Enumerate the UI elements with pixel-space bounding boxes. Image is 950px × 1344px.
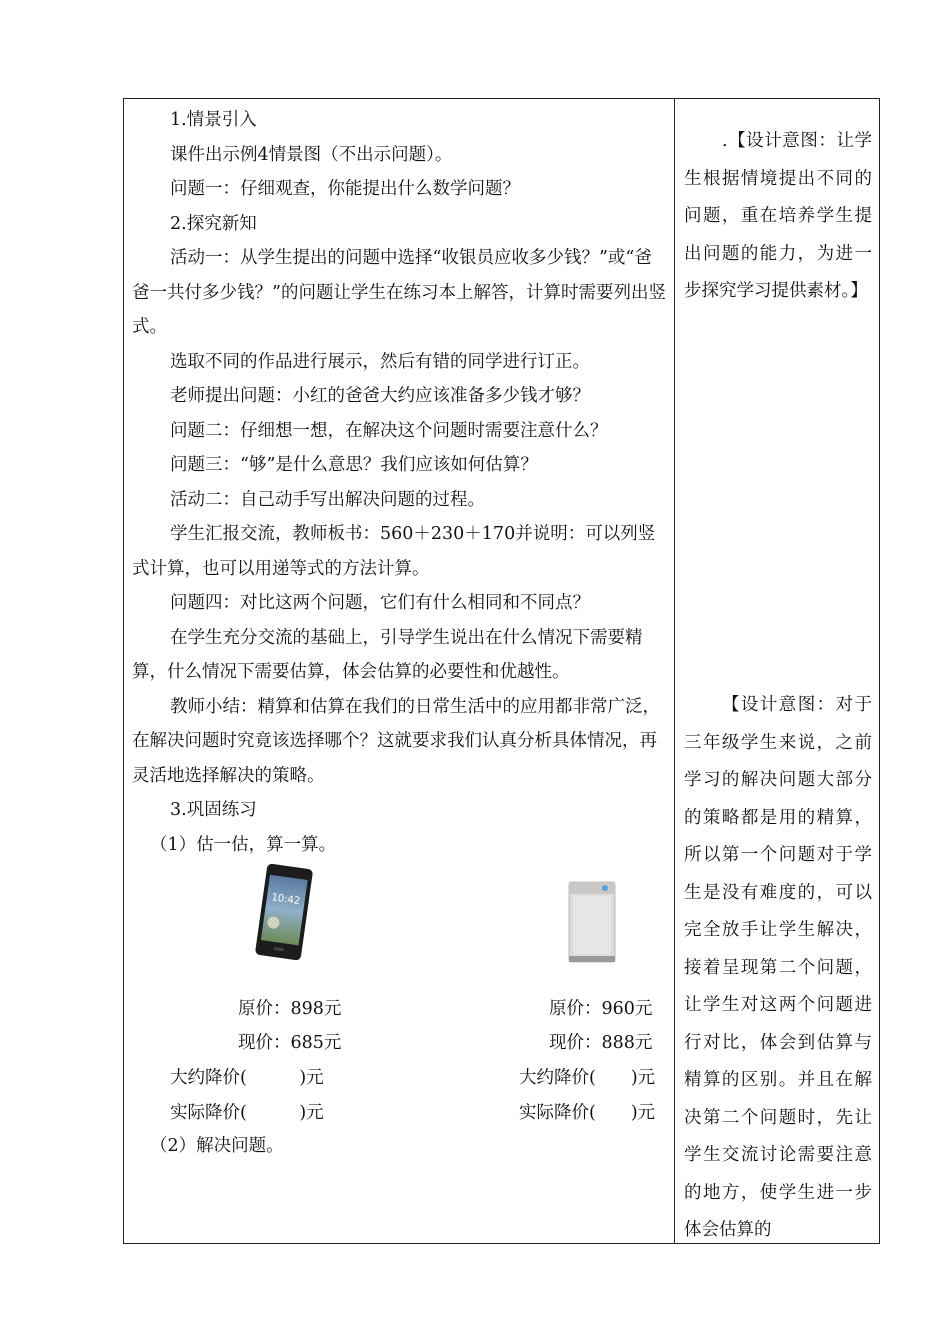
text-line: 选取不同的作品进行展示，然后有错的同学进行订正。	[170, 351, 590, 372]
washing-machine-icon	[567, 880, 617, 964]
text-line: 问题二：仔细想一想，在解决这个问题时需要注意什么？	[170, 420, 608, 441]
text-line: 活动一：从学生提出的问题中选择“收银员应收多少钱？”或“爸爸一共付多少钱？”的问题让学生在练习本上解答，计算时需要列出竖式。	[132, 248, 666, 337]
text-line: 2.探究新知	[170, 213, 257, 234]
phone-approx-discount: 大约降价( )元	[170, 1068, 324, 1088]
text-line: 老师提出问题：小红的爸爸大约应该准备多少钱才够？	[170, 386, 590, 406]
phone-original-price: 原价：898元	[238, 999, 342, 1019]
design-note-2	[684, 687, 872, 1250]
washer-actual-discount: 实际降价( )元	[519, 1103, 656, 1123]
text-line: 活动二：自己动手写出解决问题的过程。	[170, 489, 485, 510]
product-section	[132, 862, 666, 1145]
column-divider	[674, 99, 675, 1243]
lesson-table	[123, 98, 880, 1244]
text-line: （1）估一估，算一算。	[150, 834, 337, 855]
phone-actual-discount: 实际降价( )元	[170, 1103, 324, 1123]
text-line: 课件出示例4情景图（不出示问题）。	[170, 144, 453, 165]
text-line: 问题四：对比这两个问题，它们有什么相同和不同点？	[170, 593, 590, 613]
text-line: 3.巩固练习	[170, 800, 257, 820]
text-line: 学生汇报交流，教师板书：560＋230＋170并说明：可以列竖式计算，也可以用递等式的方法计算。	[132, 524, 656, 579]
text-line: 在学生充分交流的基础上，引导学生说出在什么情况下需要精算，什么情况下需要估算，体会估算的必要性和优越性。	[132, 627, 643, 682]
smartphone-icon	[253, 864, 315, 960]
design-note-text: .【设计意图：让学生根据情境提出不同的问题，重在培养学生提出问题的能力，为进一步探究学习提供素材。】	[684, 131, 872, 301]
main-content	[132, 103, 666, 1164]
washer-approx-discount: 大约降价( )元	[519, 1068, 656, 1088]
design-note-text: 【设计意图：对于三年级学生来说，之前学习的解决问题大部分的策略都是用的精算，所以第一个问题对于学生是没有难度的，可以完全放手让学生解决，接着呈现第二个问题，让学生对这两个问题进行对比，体会到估算与精算的区别。并且在解决第二个问题时，先让学生交流讨论需要注意的地方，使学生进一步体会估算的	[684, 695, 872, 1240]
washer-original-price: 原价：960元	[549, 999, 653, 1019]
text-line: 问题一：仔细观查，你能提出什么数学问题？	[170, 179, 520, 199]
washer-current-price: 现价：888元	[549, 1033, 653, 1053]
text-line: （2）解决问题。	[150, 1136, 284, 1156]
phone-current-price: 现价：685元	[238, 1033, 342, 1053]
text-line: 教师小结：精算和估算在我们的日常生活中的应用都非常广泛，在解决问题时究竟该选择哪个？这就要求我们认真分析具体情况，再灵活地选择解决的策略。	[132, 696, 660, 786]
text-line: 1.情景引入	[170, 110, 257, 130]
design-note-1	[684, 123, 872, 311]
svg-text:10:42: 10:42	[270, 892, 301, 908]
text-line: 问题三：“够”是什么意思？我们应该如何估算？	[170, 455, 538, 475]
